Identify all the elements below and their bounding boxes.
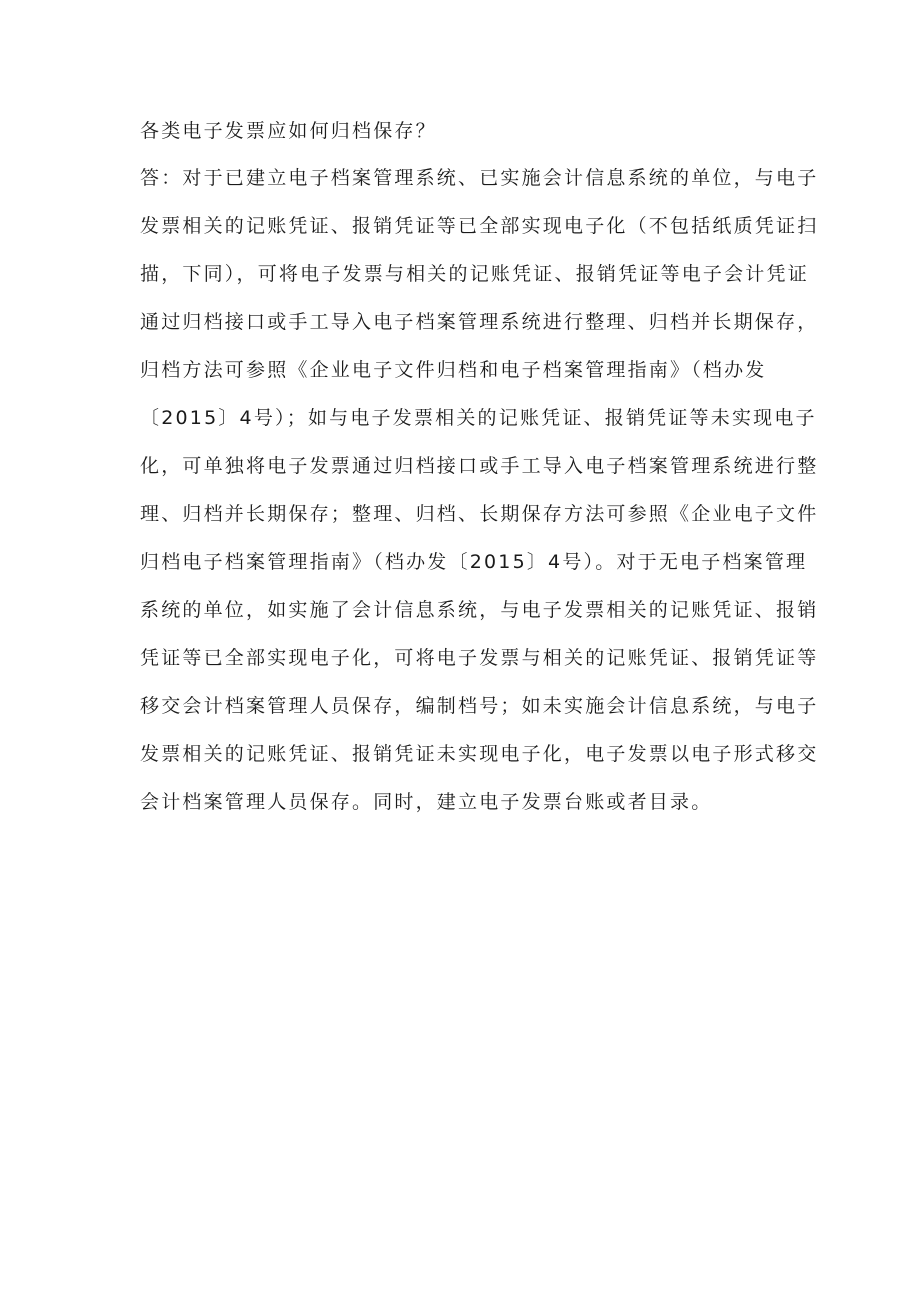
answer-line: 描，下同），可将电子发票与相关的记账凭证、报销凭证等电子会计凭证 — [140, 263, 809, 285]
answer-line: 化，可单独将电子发票通过归档接口或手工导入电子档案管理系统进行整 — [140, 455, 819, 477]
answer-line: 凭证等已全部实现电子化，可将电子发票与相关的记账凭证、报销凭证等 — [140, 647, 819, 669]
answer-paragraph — [140, 154, 819, 826]
answer-line: 理、归档并长期保存；整理、归档、长期保存方法可参照《企业电子文件 — [140, 503, 819, 525]
answer-line: 系统的单位，如实施了会计信息系统，与电子发票相关的记账凭证、报销 — [140, 599, 819, 621]
answer-line: 〔2015〕4号）；如与电子发票相关的记账凭证、报销凭证等未实现电子 — [140, 407, 817, 429]
answer-line: 会计档案管理人员保存。同时，建立电子发票台账或者目录。 — [140, 791, 713, 813]
document-body — [140, 112, 819, 826]
answer-line: 归档方法可参照《企业电子文件归档和电子档案管理指南》（档办发 — [140, 359, 767, 381]
answer-line: 发票相关的记账凭证、报销凭证未实现电子化，电子发票以电子形式移交 — [140, 743, 819, 765]
answer-line: 答：对于已建立电子档案管理系统、已实施会计信息系统的单位，与电子 — [140, 167, 819, 189]
answer-line: 移交会计档案管理人员保存，编制档号；如未实施会计信息系统，与电子 — [140, 695, 819, 717]
answer-line: 归档电子档案管理指南》（档办发〔2015〕4号）。对于无电子档案管理 — [140, 551, 808, 573]
answer-line: 发票相关的记账凭证、报销凭证等已全部实现电子化（不包括纸质凭证扫 — [140, 215, 819, 237]
question-heading: 各类电子发票应如何归档保存？ — [140, 120, 437, 142]
answer-line: 通过归档接口或手工导入电子档案管理系统进行整理、归档并长期保存， — [140, 311, 819, 333]
